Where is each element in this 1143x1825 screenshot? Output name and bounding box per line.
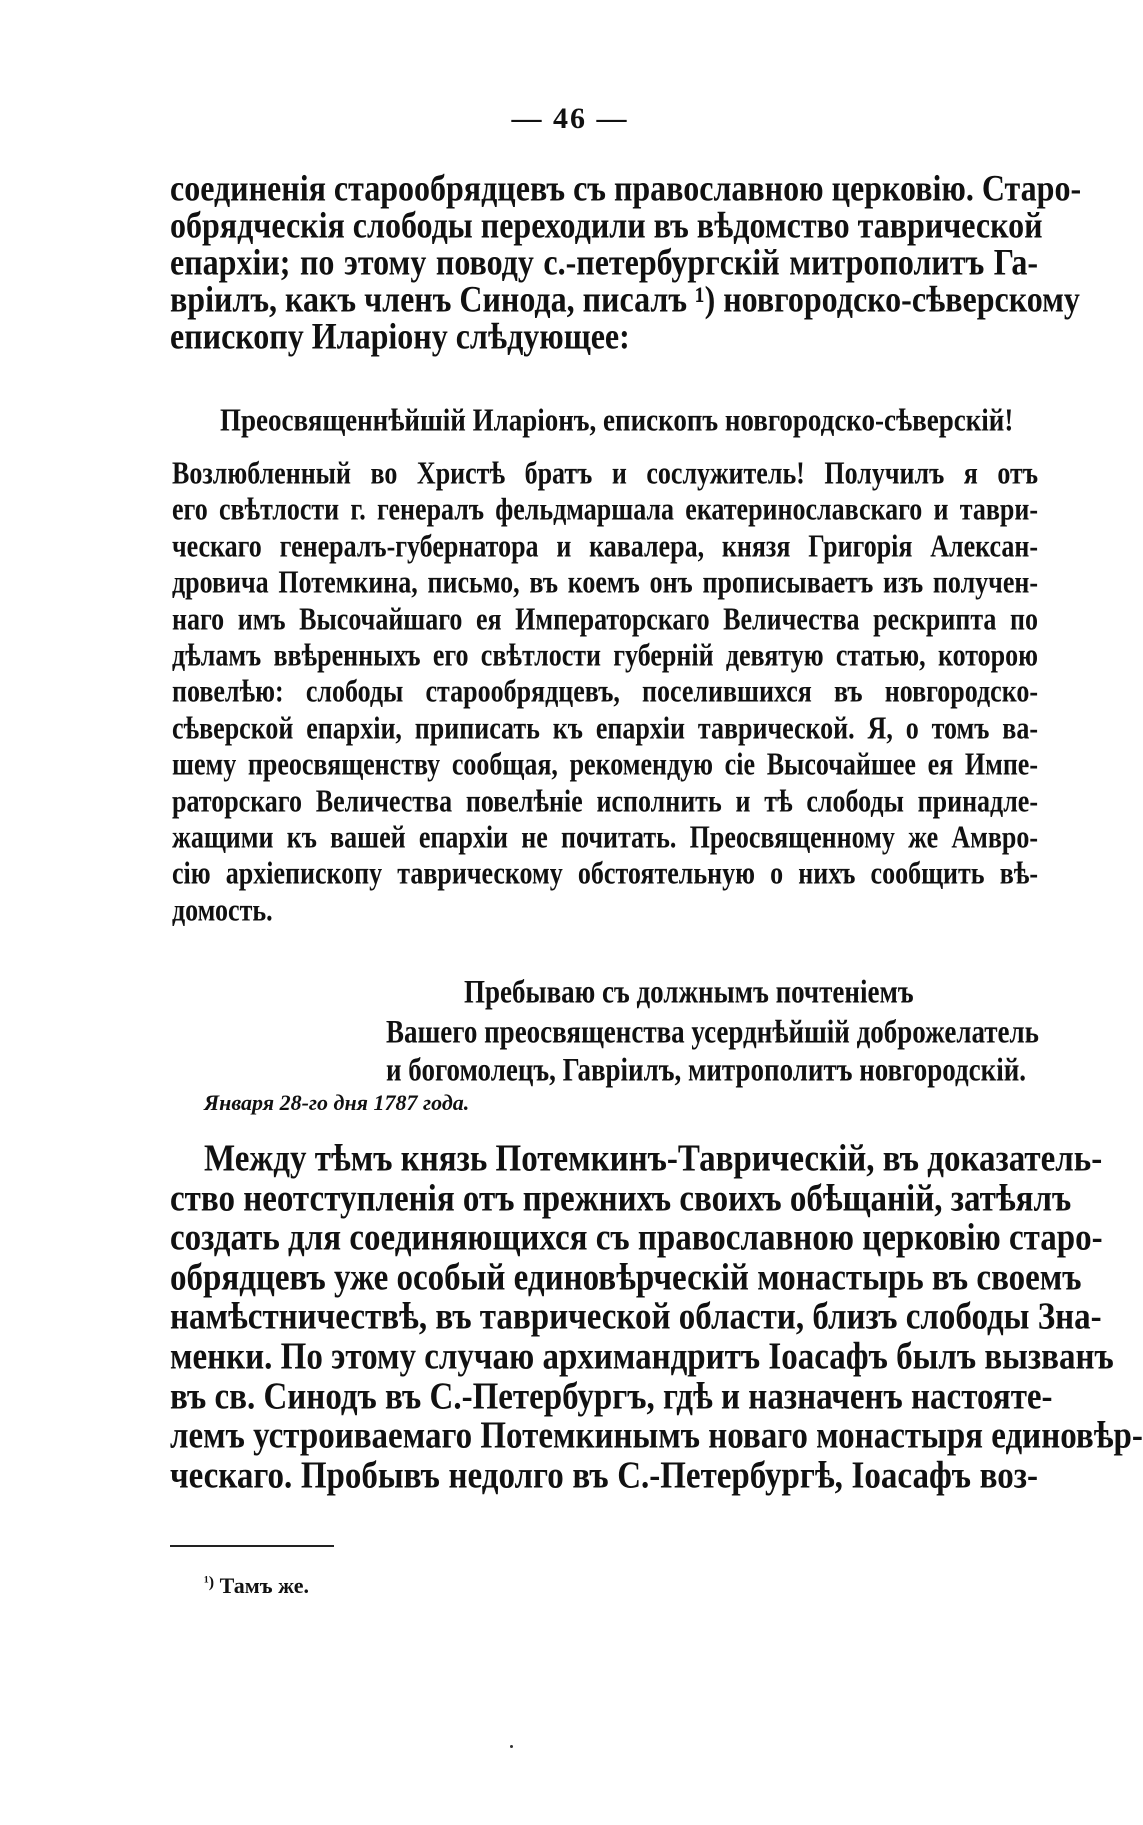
letter-line: раторскаго Величества повелѣніе исполнить и тѣ слободы принадле- <box>172 783 1038 819</box>
letter-closing-line: Вашего преосвященства усерднѣйшій доброжелатель <box>386 1013 1039 1050</box>
letter-line: его свѣтлости г. генералъ фельдмаршала екатеринославскаго и таври- <box>172 492 1038 528</box>
text-line: ческаго. Пробывъ недолго въ С.-Петербургѣ, Іоасафъ воз- <box>170 1454 1038 1497</box>
footnote-divider <box>170 1545 334 1547</box>
print-speck <box>510 1745 513 1748</box>
text-line: обрядческія слободы переходили въ вѣдомство таврической <box>170 204 1043 246</box>
letter-line: жащими къ вашей епархіи не почитать. Преосвященному же Амвро- <box>172 819 1038 855</box>
text-line: соединенія старообрядцевъ съ православною церковію. Старо- <box>170 167 1082 209</box>
text-line: ство неотступленія отъ прежнихъ своихъ обѣщаній, затѣялъ <box>170 1177 1072 1220</box>
text-line: лемъ устроиваемаго Потемкинымъ новаго монастыря единовѣр- <box>170 1415 1143 1457</box>
letter-date: Января 28-го дня 1787 года. <box>204 1090 470 1115</box>
letter-line: сію архіепископу таврическому обстоятельную о нихъ сообщить вѣ- <box>172 856 1038 892</box>
letter-line: дѣламъ ввѣренныхъ его свѣтлости губерній девятую статью, которою <box>172 637 1038 673</box>
text-line: епархіи; по этому поводу с.-петербургскій митрополитъ Га- <box>170 241 1038 283</box>
text-line: создать для соединяющихся съ православною церковію старо- <box>170 1217 1103 1259</box>
text-line: епископу Иларіону слѣдующее: <box>170 315 630 357</box>
letter-line: повелѣю: слободы старообрядцевъ, поселившихся въ новгородско- <box>172 674 1038 710</box>
footnote-text: Тамъ же. <box>219 1573 309 1598</box>
text-line: менки. По этому случаю архимандритъ Іоасафъ былъ вызванъ <box>170 1336 1114 1378</box>
text-line: вріилъ, какъ членъ Синода, писалъ ¹) новгородско-сѣверскому <box>170 278 1080 320</box>
letter-line: шему преосвященству сообщая, рекомендую сіе Высочайшее ея Импе- <box>172 747 1038 782</box>
letter-line: домость. <box>172 892 273 928</box>
letter-line: дровича Потемкина, письмо, въ коемъ онъ прописываетъ изъ получен- <box>172 565 1038 600</box>
footnote-marker: ¹) <box>204 1574 215 1591</box>
letter-salutation: Преосвященнѣйшій Иларіонъ, епископъ новгородско-сѣверскій! <box>220 402 1014 438</box>
text-line: обрядцевъ уже особый единовѣрческій монастырь въ своемъ <box>170 1256 1082 1299</box>
letter-body <box>172 456 1038 929</box>
letter-line: сѣверской епархіи, приписать къ епархіи таврической. Я, о томъ ва- <box>172 710 1038 746</box>
letter-line: ческаго генералъ-губернатора и кавалера, князя Григорія Алексан- <box>172 528 1038 564</box>
text-line: въ св. Синодъ въ С.-Петербургъ, гдѣ и назначенъ настояте- <box>170 1375 1053 1418</box>
letter-line: Возлюбленный во Христѣ братъ и сослужитель! Получилъ я отъ <box>172 455 1038 491</box>
main-paragraph-top <box>170 167 1082 357</box>
letter-signature: и богомолецъ, Гавріилъ, митрополитъ новгородскій. <box>386 1051 1026 1088</box>
letter-line: наго имъ Высочайшаго ея Императорскаго Величества рескрипта по <box>172 601 1038 637</box>
footnote <box>204 1568 309 1601</box>
text-line: Между тѣмъ князь Потемкинъ-Таврическій, въ доказатель- <box>204 1138 1103 1180</box>
page-number: — 46 — <box>511 102 629 135</box>
main-paragraph-bottom <box>170 1138 1143 1497</box>
text-line: намѣстничествѣ, въ таврической области, близъ слободы Зна- <box>170 1296 1102 1338</box>
letter-closing-line: Пребываю съ должнымъ почтеніемъ <box>464 973 914 1010</box>
